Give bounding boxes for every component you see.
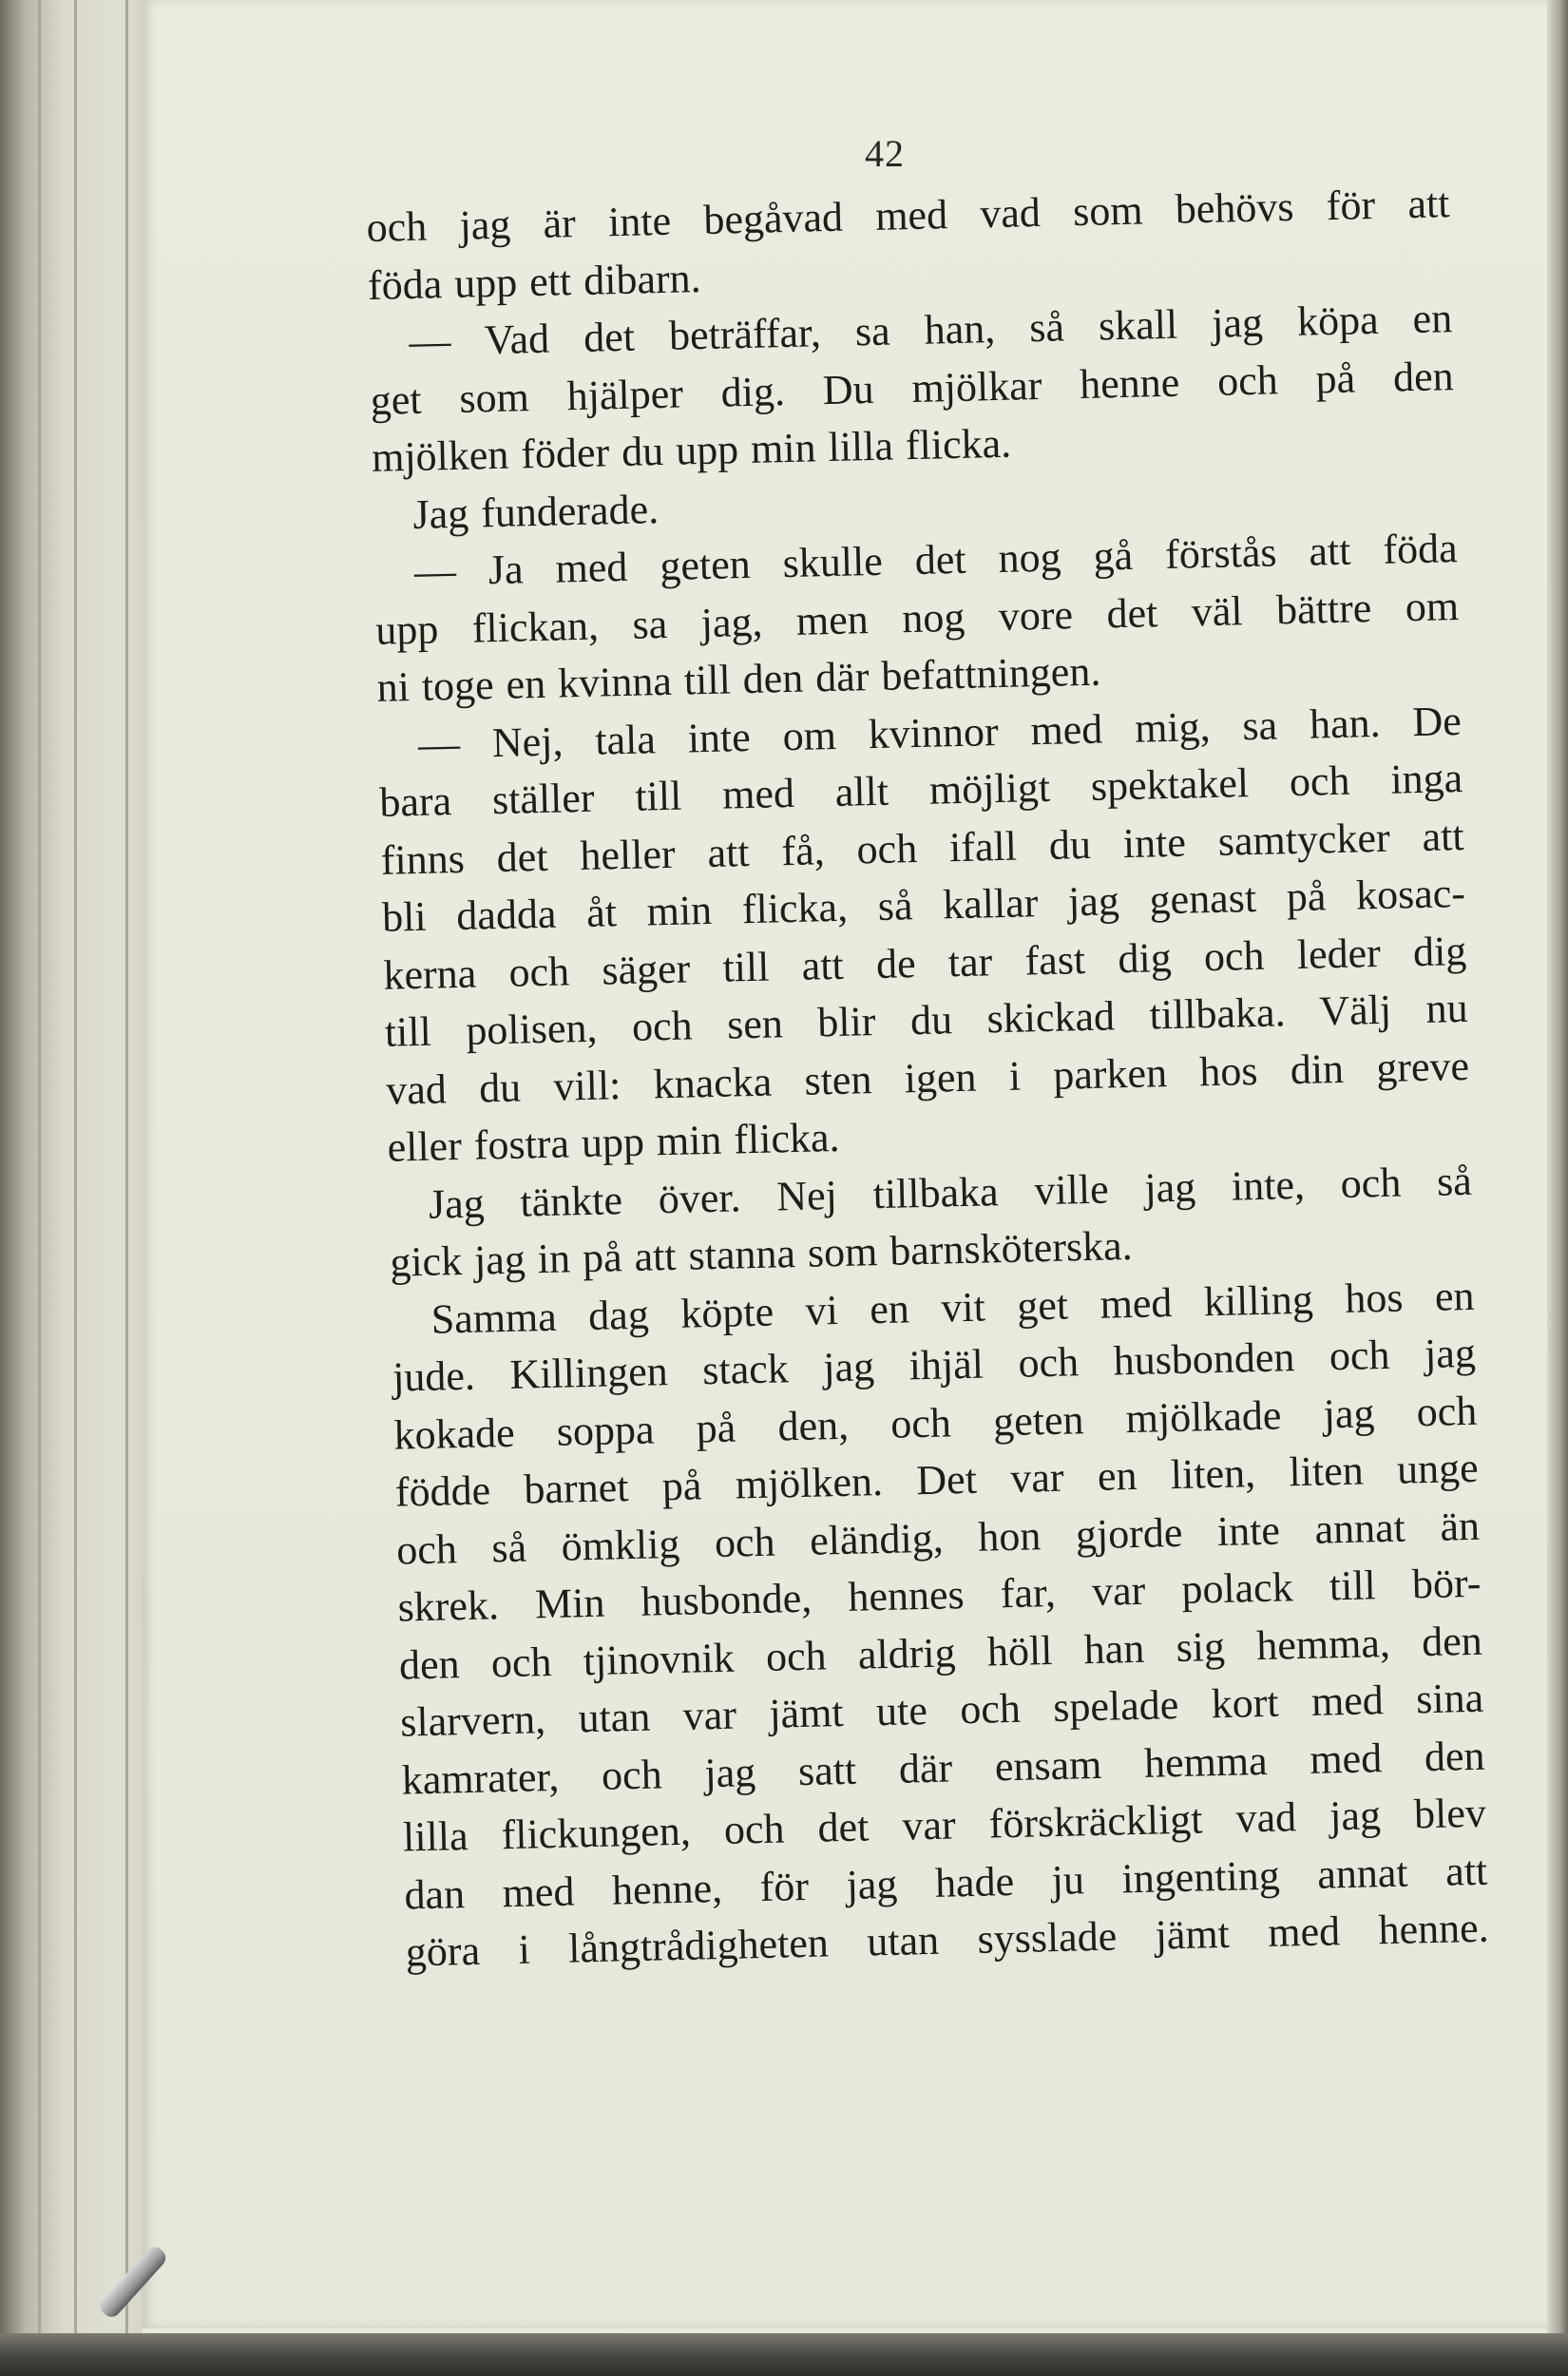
text-line: Jag funderade. (411, 485, 660, 538)
text-line: kokade soppa på den, och geten mjölkade jag och (392, 1387, 1478, 1459)
text-line: och jag är inte begåvad med vad som behövs för att (366, 180, 1450, 251)
text-line: get som hjälper dig. Du mjölkar henne och på den (370, 352, 1455, 424)
text-line: kerna och säger till att de tar fast dig och leder dig (382, 927, 1467, 999)
page-number: 42 (865, 132, 905, 175)
text-line: mjölken föder du upp min lilla flicka. (371, 419, 1012, 481)
text-line: Samma dag köpte vi en vit get med killing hos en (430, 1272, 1476, 1343)
text-line: göra i långtrådigheten utan sysslade jämt med henne. (405, 1904, 1490, 1976)
page-right-edge (1547, 0, 1568, 2376)
gutter-line (125, 0, 128, 2338)
gutter-line (74, 0, 77, 2338)
body-text (366, 175, 1489, 1982)
text-line: bara ställer till med allt möjligt spektakel och inga (378, 754, 1463, 826)
text-line: upp flickan, sa jag, men nog vore det väl bättre om (374, 582, 1460, 654)
text-line: vad du vill: knacka sten igen i parken hos din greve (385, 1042, 1470, 1114)
text-line: Jag tänkte över. Nej tillbaka ville jag inte, och så (428, 1157, 1473, 1228)
text-line: gick jag in på att stanna som barnsköterska. (389, 1221, 1134, 1286)
text-line: kamrater, och jag satt där ensam hemma med den (401, 1732, 1485, 1804)
text-line: eller fostra upp min flicka. (387, 1113, 841, 1171)
text-line: finns det heller att få, och ifall du inte samtycker att (380, 812, 1465, 884)
text-line: lilla flickungen, och det var förskräckligt vad jag blev (402, 1789, 1487, 1861)
text-line: ni toge en kvinna till den där befattningen. (376, 647, 1101, 711)
text-line: skrek. Min husbonde, hennes far, var polack till bör- (397, 1559, 1482, 1631)
text-line: — Ja med geten skulle det nog gå förstås att föda (413, 525, 1459, 595)
text-line: dan med henne, för jag hade ju ingenting annat att (403, 1847, 1488, 1919)
text-line: — Nej, tala inte om kvinnor med mig, sa han. De (417, 697, 1463, 768)
previous-page-edge (0, 0, 143, 2357)
page-bottom-edge (0, 2333, 1568, 2376)
text-line: och så ömklig och eländig, hon gjorde inte annat än (395, 1502, 1481, 1574)
text-line: föda upp ett dibarn. (367, 254, 702, 309)
gutter-line (38, 0, 41, 2338)
text-line: den och tjinovnik och aldrig höll han sig hemma, den (398, 1617, 1483, 1689)
text-line: födde barnet på mjölken. Det var en liten, liten unge (394, 1444, 1480, 1516)
text-line: — Vad det beträffar, sa han, så skall jag köpa en (408, 295, 1453, 366)
text-line: till polisen, och sen blir du skickad tillbaka. Välj nu (384, 984, 1469, 1056)
text-line: bli dadda åt min flicka, så kallar jag genast på kosac- (381, 869, 1466, 941)
text-line: jude. Killingen stack jag ihjäl och husbonden och jag (392, 1329, 1477, 1401)
text-line: slarvern, utan var jämt ute och spelade kort med sina (399, 1674, 1484, 1746)
